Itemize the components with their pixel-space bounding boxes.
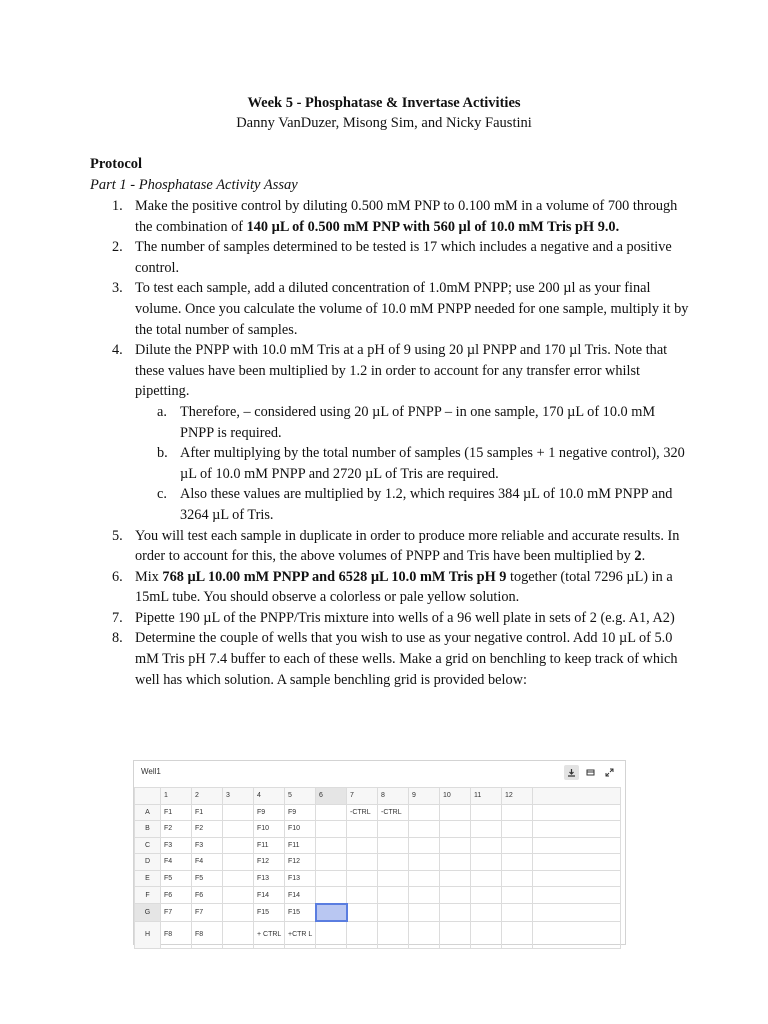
grid-cell[interactable] xyxy=(440,887,471,904)
grid-cell[interactable] xyxy=(316,921,347,949)
grid-cell[interactable]: F7 xyxy=(161,904,192,922)
grid-column-header[interactable]: 12 xyxy=(502,788,533,805)
grid-header xyxy=(134,761,625,785)
grid-cell[interactable] xyxy=(316,821,347,838)
step-text: The number of samples determined to be tested is 17 which includes a negative and a positive control. xyxy=(135,239,672,276)
grid-filler-cell xyxy=(533,788,621,805)
grid-column-header[interactable]: 8 xyxy=(378,788,409,805)
grid-cell[interactable] xyxy=(378,821,409,838)
step-text: Pipette 190 µL of the PNPP/Tris mixture into wells of a 96 well plate in sets of 2 (e.g. A1, A2) xyxy=(135,609,675,626)
substep-a xyxy=(135,402,690,443)
grid-cell[interactable]: F4 xyxy=(161,854,192,871)
grid-cell[interactable] xyxy=(347,887,378,904)
grid-cell[interactable] xyxy=(440,870,471,887)
grid-cell[interactable] xyxy=(223,887,254,904)
grid-cell[interactable] xyxy=(471,870,502,887)
grid-cell[interactable] xyxy=(471,804,502,821)
grid-title: Well1 xyxy=(141,767,161,776)
step-number: 7. xyxy=(112,609,123,626)
protocol-heading: Protocol xyxy=(90,156,143,172)
grid-cell[interactable]: +CTR L xyxy=(285,921,316,949)
grid-cell[interactable] xyxy=(440,804,471,821)
grid-column-header-row xyxy=(135,788,621,805)
grid-cell[interactable] xyxy=(316,837,347,854)
grid-cell[interactable] xyxy=(378,887,409,904)
grid-cell[interactable] xyxy=(316,854,347,871)
step-number: 6. xyxy=(112,568,123,585)
grid-column-header[interactable]: 9 xyxy=(409,788,440,805)
grid-cell[interactable] xyxy=(502,870,533,887)
grid-row-header[interactable]: B xyxy=(135,821,161,838)
grid-cell[interactable]: F6 xyxy=(161,887,192,904)
grid-cell[interactable]: F9 xyxy=(254,804,285,821)
grid-filler-cell xyxy=(533,887,621,904)
grid-cell[interactable] xyxy=(378,921,409,949)
grid-row xyxy=(135,821,621,838)
grid-cell[interactable]: + CTRL xyxy=(254,921,285,949)
substep-letter: b. xyxy=(157,445,168,462)
step-2 xyxy=(90,237,690,278)
grid-cell[interactable] xyxy=(502,854,533,871)
step-text: Determine the couple of wells that you wish to use as your negative control. Add 10 µL of 5.0 mM Tris pH 7.4 buffer to each of these wells. Make a grid on benchling to keep track of which well has which solution. A sample benchling grid is provided below: xyxy=(135,630,678,688)
grid-cell[interactable] xyxy=(440,904,471,922)
step-4-substeps xyxy=(135,402,690,526)
grid-row-header[interactable]: F xyxy=(135,887,161,904)
grid-cell[interactable]: F1 xyxy=(192,804,223,821)
step-bold-text: 768 µL 10.00 mM PNPP and 6528 µL 10.0 mM Tris pH 9 xyxy=(162,568,507,585)
grid-cell[interactable]: F13 xyxy=(254,870,285,887)
step-1 xyxy=(90,196,690,237)
grid-cell[interactable] xyxy=(316,870,347,887)
step-7 xyxy=(90,608,690,629)
grid-column-header[interactable]: 6 xyxy=(316,788,347,805)
step-number: 5. xyxy=(112,527,123,544)
grid-cell[interactable] xyxy=(502,921,533,949)
grid-cell[interactable] xyxy=(223,837,254,854)
grid-cell[interactable] xyxy=(378,837,409,854)
grid-row xyxy=(135,904,621,922)
grid-column-header[interactable]: 5 xyxy=(285,788,316,805)
expand-icon[interactable] xyxy=(602,765,617,780)
grid-filler-cell xyxy=(533,904,621,922)
grid-cell[interactable] xyxy=(471,887,502,904)
grid-row-header[interactable]: H xyxy=(135,921,161,949)
grid-filler-cell xyxy=(533,804,621,821)
grid-cell[interactable]: F6 xyxy=(192,887,223,904)
protocol-steps xyxy=(90,196,690,690)
grid-cell[interactable] xyxy=(409,887,440,904)
step-text-end: together (total 7296 µL) in a 15mL tube. You should observe a colorless or pale yellow solution. xyxy=(135,568,673,606)
step-number: 2. xyxy=(112,239,123,256)
step-number: 8. xyxy=(112,630,123,647)
step-number: 4. xyxy=(112,342,123,359)
grid-row xyxy=(135,921,621,949)
substep-c xyxy=(135,484,690,525)
grid-cell[interactable] xyxy=(347,904,378,922)
grid-cell[interactable] xyxy=(347,854,378,871)
grid-cell[interactable]: F8 xyxy=(161,921,192,949)
grid-column-header[interactable]: 7 xyxy=(347,788,378,805)
grid-cell[interactable] xyxy=(347,921,378,949)
grid-cell[interactable] xyxy=(223,854,254,871)
step-bold-text: 140 µL of 0.500 mM PNP with 560 µl of 10.0 mM Tris pH 9.0. xyxy=(246,218,620,235)
grid-cell[interactable] xyxy=(471,921,502,949)
step-text: To test each sample, add a diluted concentration of 1.0mM PNPP; use 200 µl as your final volume. Once you calculate the volume of 10.0 mM PNPP needed for one sample, multiply it by the total number of samples. xyxy=(135,280,689,338)
grid-cell[interactable]: F13 xyxy=(285,870,316,887)
grid-cell[interactable]: F3 xyxy=(192,837,223,854)
grid-cell[interactable] xyxy=(502,804,533,821)
table-icon[interactable] xyxy=(583,765,598,780)
grid-cell[interactable] xyxy=(409,821,440,838)
grid-cell[interactable] xyxy=(409,804,440,821)
grid-cell[interactable] xyxy=(347,837,378,854)
grid-cell[interactable] xyxy=(471,854,502,871)
grid-cell[interactable]: -CTRL xyxy=(378,804,409,821)
grid-column-header[interactable]: 11 xyxy=(471,788,502,805)
part-heading: Part 1 - Phosphatase Activity Assay xyxy=(90,177,298,193)
grid-filler-cell xyxy=(533,870,621,887)
grid-cell[interactable] xyxy=(471,837,502,854)
grid-cell[interactable]: F1 xyxy=(161,804,192,821)
grid-cell[interactable]: F14 xyxy=(254,887,285,904)
step-text-end: . xyxy=(641,548,646,565)
grid-cell[interactable]: F12 xyxy=(254,854,285,871)
step-text: Make the positive control by diluting 0.500 mM PNP to 0.100 mM in a volume of 700 through the combination of xyxy=(135,198,678,235)
step-bold-text: 2 xyxy=(634,548,642,565)
benchling-grid-screenshot xyxy=(133,760,626,945)
grid-cell[interactable] xyxy=(347,870,378,887)
grid-column-header[interactable]: 4 xyxy=(254,788,285,805)
grid-column-header[interactable]: 1 xyxy=(161,788,192,805)
grid-cell[interactable] xyxy=(223,870,254,887)
grid-cell[interactable] xyxy=(502,837,533,854)
grid-cell[interactable] xyxy=(471,904,502,922)
substep-text: After multiplying by the total number of samples (15 samples + 1 negative control), 320 µL of 10.0 mM PNPP and 2720 µL of Tris are required. xyxy=(180,445,685,482)
step-3 xyxy=(90,278,690,340)
grid-cell[interactable] xyxy=(409,870,440,887)
step-5 xyxy=(90,526,690,567)
grid-row xyxy=(135,854,621,871)
grid-cell[interactable]: F15 xyxy=(285,904,316,922)
grid-cell[interactable]: F11 xyxy=(285,837,316,854)
step-number: 3. xyxy=(112,280,123,297)
grid-cell[interactable] xyxy=(316,904,347,922)
grid-cell[interactable] xyxy=(440,837,471,854)
grid-toolbar xyxy=(564,765,617,780)
grid-cell[interactable] xyxy=(502,904,533,922)
grid-cell[interactable] xyxy=(316,804,347,821)
grid-cell[interactable] xyxy=(316,887,347,904)
step-number: 1. xyxy=(112,198,123,214)
step-text: You will test each sample in duplicate in order to produce more reliable and accurate results. In order to account for this, the above volumes of PNPP and Tris have been multiplied by xyxy=(135,527,680,565)
grid-filler-cell xyxy=(533,854,621,871)
grid-cell[interactable]: F5 xyxy=(192,870,223,887)
grid-cell[interactable]: F2 xyxy=(192,821,223,838)
grid-cell[interactable] xyxy=(409,854,440,871)
grid-cell[interactable] xyxy=(378,854,409,871)
grid-cell[interactable] xyxy=(409,904,440,922)
document-title: Week 5 - Phosphatase & Invertase Activities xyxy=(247,95,521,111)
step-6 xyxy=(90,567,690,608)
grid-filler-cell xyxy=(533,821,621,838)
substep-letter: a. xyxy=(157,403,167,420)
step-text: Dilute the PNPP with 10.0 mM Tris at a pH of 9 using 20 µl PNPP and 170 µl Tris. Note that these values have been multiplied by 1.2 in order to account for any transfer error whilst pipetting. xyxy=(135,342,668,400)
grid-row-header[interactable]: D xyxy=(135,854,161,871)
grid-cell[interactable] xyxy=(502,821,533,838)
grid-row-header[interactable]: G xyxy=(135,904,161,922)
grid-cell[interactable]: F3 xyxy=(161,837,192,854)
grid-column-header[interactable]: 3 xyxy=(223,788,254,805)
well-plate-table xyxy=(134,787,621,949)
grid-row xyxy=(135,870,621,887)
grid-cell[interactable] xyxy=(471,821,502,838)
grid-row-header[interactable]: E xyxy=(135,870,161,887)
grid-corner xyxy=(135,788,161,805)
grid-cell[interactable]: -CTRL xyxy=(347,804,378,821)
step-4 xyxy=(90,340,690,525)
grid-cell[interactable] xyxy=(440,821,471,838)
substep-b xyxy=(135,443,690,484)
grid-cell[interactable] xyxy=(378,904,409,922)
grid-cell[interactable] xyxy=(223,821,254,838)
grid-row xyxy=(135,887,621,904)
grid-cell[interactable]: F10 xyxy=(285,821,316,838)
grid-cell[interactable]: F14 xyxy=(285,887,316,904)
grid-cell[interactable] xyxy=(223,904,254,922)
grid-cell[interactable] xyxy=(440,854,471,871)
grid-cell[interactable]: F12 xyxy=(285,854,316,871)
download-icon[interactable] xyxy=(564,765,579,780)
substep-text: Therefore, – considered using 20 µL of PNPP – in one sample, 170 µL of 10.0 mM PNPP is required. xyxy=(180,403,656,441)
grid-cell[interactable] xyxy=(409,921,440,949)
grid-column-header[interactable]: 2 xyxy=(192,788,223,805)
grid-row xyxy=(135,837,621,854)
grid-cell[interactable] xyxy=(440,921,471,949)
step-text: Mix xyxy=(135,568,163,585)
grid-cell[interactable] xyxy=(223,921,254,949)
substep-text: Also these values are multiplied by 1.2, which requires 384 µL of 10.0 mM PNPP and 3264 µL of Tris. xyxy=(180,486,673,523)
grid-filler-cell xyxy=(533,921,621,949)
grid-cell[interactable]: F15 xyxy=(254,904,285,922)
grid-cell[interactable]: F7 xyxy=(192,904,223,922)
grid-cell[interactable]: F4 xyxy=(192,854,223,871)
grid-cell[interactable]: F10 xyxy=(254,821,285,838)
document-authors: Danny VanDuzer, Misong Sim, and Nicky Faustini xyxy=(236,115,532,131)
grid-cell[interactable]: F11 xyxy=(254,837,285,854)
grid-row xyxy=(135,804,621,821)
grid-cell[interactable] xyxy=(223,804,254,821)
grid-cell[interactable]: F8 xyxy=(192,921,223,949)
grid-cell[interactable] xyxy=(378,870,409,887)
grid-cell[interactable] xyxy=(409,837,440,854)
grid-column-header[interactable]: 10 xyxy=(440,788,471,805)
grid-row-header[interactable]: A xyxy=(135,804,161,821)
grid-cell[interactable] xyxy=(502,887,533,904)
step-8 xyxy=(90,628,690,690)
grid-filler-cell xyxy=(533,837,621,854)
grid-cell[interactable]: F2 xyxy=(161,821,192,838)
grid-row-header[interactable]: C xyxy=(135,837,161,854)
grid-cell[interactable]: F5 xyxy=(161,870,192,887)
grid-cell[interactable]: F9 xyxy=(285,804,316,821)
substep-letter: c. xyxy=(157,486,167,503)
grid-cell[interactable] xyxy=(347,821,378,838)
